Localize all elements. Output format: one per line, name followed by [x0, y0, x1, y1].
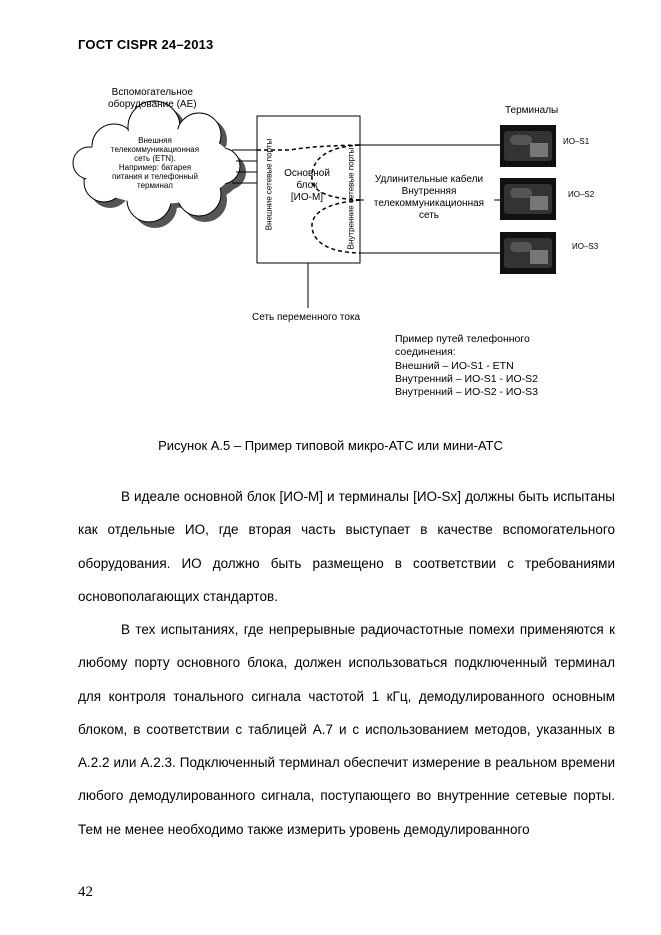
path-example: Пример путей телефонного соединения: Внешний – ИО-S1 - ETN Внутренний – ИО-S1 - ИО-S2 Внутренний – ИО-S2 - ИО-S3 — [395, 333, 538, 399]
cloud-text: Внешняя телекоммуникационная сеть (ETN). Например: батарея питания и телефонный терминал — [110, 136, 200, 190]
pbx-diagram — [0, 0, 661, 420]
mains-label: Сеть переменного тока — [252, 312, 361, 323]
figure-caption: Рисунок А.5 – Пример типовой микро-АТС или мини-АТС — [158, 438, 503, 453]
cables-label: Удлинительные кабели Внутренняя телекоммуникационная сеть — [364, 174, 494, 222]
document-header: ГОСТ CISPR 24–2013 — [78, 37, 214, 52]
main-unit-label: Основной блок [ИО-М] — [284, 168, 330, 203]
terminal-name-s1: ИО–S1 — [563, 137, 590, 146]
terminals-label: Терминалы — [505, 105, 559, 116]
body-paragraph-2: В тех испытаниях, где непрерывные радиочастотные помехи применяются к любому порту основного блока, должен использоваться подключенный терминал для контроля тонального сигнала частотой 1 кГц, демодулированного основным блоком, в соответствии с таблицей А.7 и с использованием методов, указанных в А.2.2 или А.2.3. Подключенный терминал обеспечит измерение в реальном времени любого демодулированного сигнала, поступающего во внутренние сетевые порты. Тем не менее необходимо также измерить уровень демодулированного — [78, 622, 615, 837]
int-ports-label: Внутренние сетевые порты — [346, 147, 356, 250]
page-number: 42 — [78, 884, 93, 900]
ae-label: Вспомогательное оборудование (АЕ) — [108, 87, 197, 110]
terminal-name-s2: ИО–S2 — [568, 190, 595, 199]
terminal-name-s3: ИО–S3 — [572, 242, 599, 251]
diagram-lines — [0, 0, 661, 420]
ext-ports-label: Внешние сетевые порты — [264, 138, 274, 231]
body-paragraph-1: В идеале основной блок [ИО-М] и терминалы [ИО-Sx] должны быть испытаны как отдельные ИО, где вторая часть выступает в качестве вспомогательного оборудования. ИО должно быть размещено в соответствии с требованиями основополагающих стандартов. — [78, 489, 615, 604]
